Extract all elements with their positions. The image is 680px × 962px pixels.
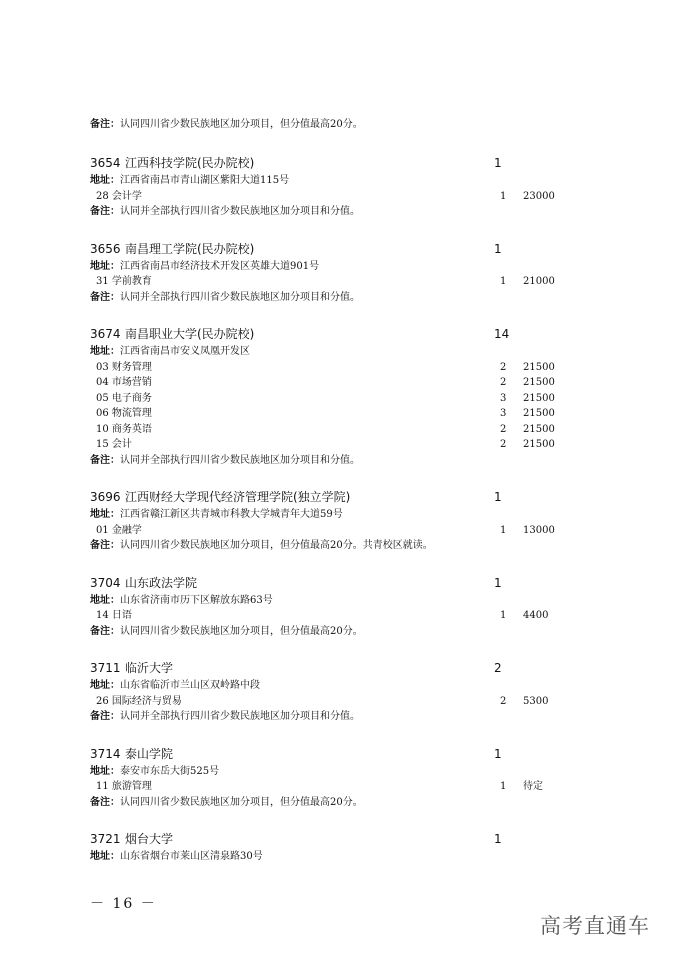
school-name: 南昌理工学院(民办院校)	[125, 241, 255, 256]
school-entry	[90, 744, 570, 811]
major-code: 11	[96, 781, 109, 792]
address-label: 地址：	[90, 509, 120, 520]
school-address	[90, 764, 570, 780]
school-entry	[90, 829, 570, 865]
note-text: 认同四川省少数民族地区加分项目，但分值最高20分。共青校区就读。	[120, 540, 433, 551]
major-name: 旅游管理	[111, 781, 152, 792]
note-text: 认同并全部执行四川省少数民族地区加分项目和分值。	[120, 711, 360, 722]
top-note	[90, 118, 570, 132]
address-label: 地址：	[90, 260, 120, 272]
major-row	[90, 360, 570, 376]
major-code: 31	[96, 276, 109, 287]
school-header	[90, 658, 570, 678]
major-tuition: 4400	[523, 610, 549, 621]
major-row	[90, 779, 570, 795]
note-text: 认同并全部执行四川省少数民族地区加分项目和分值。	[120, 454, 360, 466]
major-tuition: 21500	[523, 361, 555, 373]
major-row	[90, 189, 570, 205]
address-text: 江西省赣江新区共青城市科教大学城青年大道59号	[120, 509, 343, 520]
address-text: 江西省南昌市安义凤凰开发区	[120, 346, 250, 357]
major-name: 电子商务	[111, 392, 152, 404]
school-header	[90, 829, 570, 849]
address-text: 山东省临沂市兰山区双岭路中段	[120, 680, 260, 691]
note-text: 认同四川省少数民族地区加分项目，但分值最高20分。	[120, 796, 363, 808]
major-name: 金融学	[111, 524, 142, 536]
major-name: 会计学	[111, 190, 142, 202]
address-text: 江西省南昌市青山湖区紫阳大道115号	[120, 175, 290, 186]
major-quota: 2	[500, 695, 507, 707]
school-note	[90, 538, 570, 554]
school-entry	[90, 153, 570, 220]
school-address	[90, 173, 570, 189]
school-total-quota: 1	[494, 575, 502, 590]
note-label: 备注：	[90, 119, 120, 130]
school-address	[90, 678, 570, 694]
major-code: 14	[96, 610, 109, 621]
page-number: － 16 －	[90, 896, 157, 912]
school-name: 南昌职业大学(民办院校)	[125, 327, 255, 341]
address-label: 地址：	[90, 680, 120, 691]
major-row	[90, 437, 570, 453]
school-list	[90, 153, 570, 865]
school-name: 山东政法学院	[125, 575, 198, 590]
note-text: 认同四川省少数民族地区加分项目，但分值最高20分。	[120, 119, 363, 130]
major-row	[90, 274, 570, 290]
school-entry	[90, 324, 570, 468]
major-quota: 2	[500, 439, 507, 450]
school-code: 3704	[90, 575, 121, 590]
school-header	[90, 153, 570, 173]
major-row	[90, 694, 570, 710]
school-code: 3654	[90, 156, 121, 170]
major-name: 财务管理	[111, 361, 152, 373]
major-name: 物流管理	[111, 408, 152, 419]
school-total-quota: 2	[494, 661, 502, 675]
major-row	[90, 391, 570, 407]
note-text: 认同四川省少数民族地区加分项目，但分值最高20分。	[120, 625, 363, 637]
major-tuition: 21500	[523, 423, 555, 435]
major-quota: 2	[500, 361, 507, 373]
school-entry	[90, 573, 570, 640]
major-name: 商务英语	[111, 423, 152, 435]
school-name: 江西科技学院(民办院校)	[125, 156, 255, 170]
address-text: 江西省南昌市经济技术开发区英雄大道901号	[120, 260, 320, 272]
major-code: 01	[96, 524, 109, 536]
school-total-quota: 14	[494, 327, 510, 341]
address-text: 泰安市东岳大街525号	[120, 765, 220, 777]
major-name: 日语	[111, 610, 132, 621]
major-tuition: 13000	[523, 524, 555, 536]
school-note	[90, 290, 570, 306]
school-address	[90, 344, 570, 360]
major-name: 学前教育	[111, 276, 152, 287]
address-text: 山东省烟台市莱山区清泉路30号	[120, 851, 263, 862]
school-code: 3714	[90, 746, 121, 761]
major-code: 05	[96, 392, 109, 404]
major-tuition: 23000	[523, 190, 555, 202]
watermark: 高考直通车	[540, 914, 650, 938]
school-total-quota: 1	[494, 490, 502, 504]
major-row	[90, 608, 570, 624]
school-entry	[90, 239, 570, 306]
note-label: 备注：	[90, 454, 120, 466]
school-header	[90, 324, 570, 344]
school-name: 泰山学院	[125, 746, 174, 761]
note-label: 备注：	[90, 625, 120, 637]
school-entry	[90, 658, 570, 725]
note-label: 备注：	[90, 291, 120, 303]
school-name: 江西财经大学现代经济管理学院(独立学院)	[125, 490, 351, 504]
school-entry	[90, 487, 570, 554]
school-total-quota: 1	[494, 156, 502, 170]
major-name: 会计	[111, 439, 132, 450]
school-name: 临沂大学	[125, 661, 174, 675]
major-row	[90, 375, 570, 391]
major-tuition: 21500	[523, 377, 555, 388]
note-text: 认同并全部执行四川省少数民族地区加分项目和分值。	[120, 291, 360, 303]
school-total-quota: 1	[494, 832, 502, 846]
major-tuition: 21500	[523, 439, 555, 450]
major-row	[90, 422, 570, 438]
major-code: 06	[96, 408, 109, 419]
major-tuition: 21500	[523, 392, 555, 404]
address-label: 地址：	[90, 851, 120, 862]
school-header	[90, 744, 570, 764]
school-note	[90, 709, 570, 725]
document-body	[90, 118, 570, 884]
major-quota: 1	[500, 190, 507, 202]
school-total-quota: 1	[494, 746, 502, 761]
address-label: 地址：	[90, 175, 120, 186]
school-address	[90, 849, 570, 865]
school-code: 3711	[90, 661, 121, 675]
major-quota: 2	[500, 377, 507, 388]
school-address	[90, 593, 570, 609]
major-quota: 1	[500, 276, 507, 287]
major-row	[90, 406, 570, 422]
major-code: 15	[96, 439, 109, 450]
school-address	[90, 507, 570, 523]
major-tuition: 待定	[523, 781, 543, 792]
school-note	[90, 624, 570, 640]
school-total-quota: 1	[494, 241, 502, 256]
note-label: 备注：	[90, 540, 120, 551]
school-header	[90, 487, 570, 507]
major-quota: 3	[500, 392, 507, 404]
address-text: 山东省济南市历下区解放东路63号	[120, 594, 273, 606]
major-code: 28	[96, 190, 109, 202]
school-note	[90, 204, 570, 220]
major-name: 国际经济与贸易	[111, 695, 182, 707]
note-label: 备注：	[90, 796, 120, 808]
address-label: 地址：	[90, 346, 120, 357]
major-quota: 2	[500, 423, 507, 435]
school-note	[90, 795, 570, 811]
major-tuition: 21500	[523, 408, 555, 419]
major-code: 10	[96, 423, 109, 435]
note-text: 认同并全部执行四川省少数民族地区加分项目和分值。	[120, 206, 360, 217]
major-quota: 1	[500, 781, 507, 792]
school-code: 3674	[90, 327, 121, 341]
note-label: 备注：	[90, 711, 120, 722]
school-header	[90, 239, 570, 259]
school-code: 3696	[90, 490, 121, 504]
major-code: 04	[96, 377, 109, 388]
major-tuition: 5300	[523, 695, 549, 707]
note-label: 备注：	[90, 206, 120, 217]
school-name: 烟台大学	[125, 832, 174, 846]
major-code: 26	[96, 695, 109, 707]
major-quota: 1	[500, 524, 507, 536]
address-label: 地址：	[90, 765, 120, 777]
major-name: 市场营销	[111, 377, 152, 388]
major-quota: 3	[500, 408, 507, 419]
major-code: 03	[96, 361, 109, 373]
major-row	[90, 523, 570, 539]
school-header	[90, 573, 570, 593]
school-code: 3656	[90, 241, 121, 256]
major-tuition: 21000	[523, 276, 555, 287]
school-note	[90, 453, 570, 469]
major-quota: 1	[500, 610, 507, 621]
address-label: 地址：	[90, 594, 120, 606]
school-address	[90, 259, 570, 275]
school-code: 3721	[90, 832, 121, 846]
